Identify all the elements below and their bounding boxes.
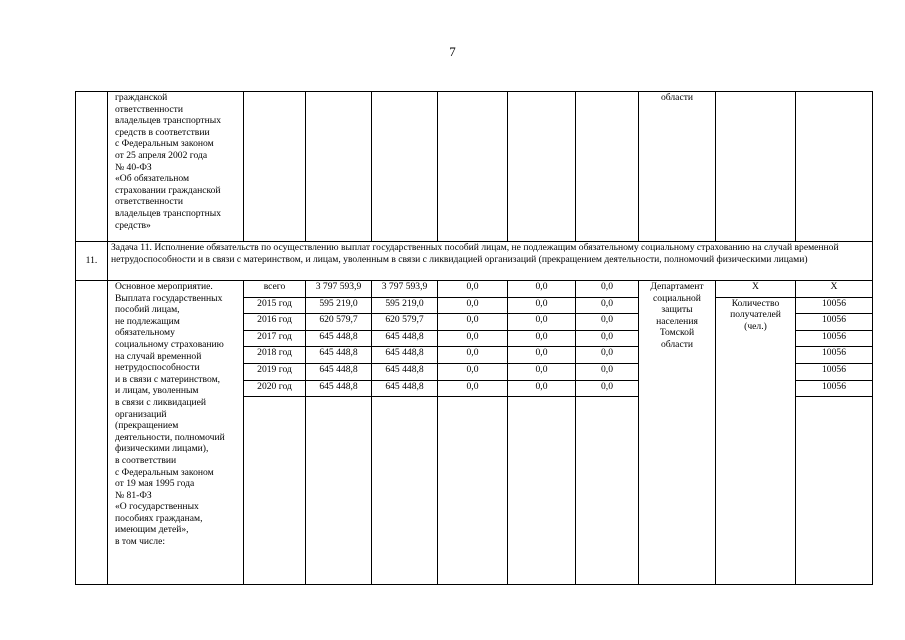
page-number: 7	[449, 44, 456, 59]
regional-cell: 645 448,8	[372, 347, 438, 364]
indicator-value: Х	[796, 281, 873, 298]
description-line: в соответствии	[115, 454, 177, 466]
description-line: пособий лицам,	[115, 304, 180, 316]
total-cell: 3 797 593,9	[306, 281, 372, 298]
indicator-value: 10056	[796, 363, 873, 380]
executor-line: Томской	[659, 327, 695, 339]
regional-cell: 620 579,7	[372, 314, 438, 331]
description-line: имеющим детей»,	[115, 524, 189, 536]
continuation-row	[76, 92, 873, 242]
fund-cell-1: 0,0	[438, 380, 508, 397]
description-line: социальному страхованию	[115, 338, 224, 350]
regional-cell: 595 219,0	[372, 297, 438, 314]
measure-description	[108, 281, 244, 585]
indicator-name	[716, 297, 796, 585]
description-line: «О государственных	[115, 501, 199, 513]
description-line: и лицам, уволенным	[115, 385, 199, 397]
description-line: деятельности, полномочий	[115, 431, 225, 443]
description-line: (прекращением	[115, 420, 179, 432]
description-line: ответственности	[115, 196, 183, 208]
fund-cell-3: 0,0	[576, 314, 639, 331]
executor-line: области	[660, 338, 694, 350]
year-cell: 2018 год	[244, 347, 306, 364]
fund-cell-2: 0,0	[508, 363, 576, 380]
total-cell: 645 448,8	[306, 363, 372, 380]
fund-cell-3: 0,0	[576, 330, 639, 347]
description-line: ответственности	[115, 103, 183, 115]
indicator-header: Х	[716, 281, 796, 298]
total-cell: 620 579,7	[306, 314, 372, 331]
fund-cell-1: 0,0	[438, 363, 508, 380]
fund-cell-2: 0,0	[508, 380, 576, 397]
description-line: с Федеральным законом	[115, 466, 214, 478]
indicator-value: 10056	[796, 380, 873, 397]
continuation-description	[108, 92, 244, 242]
regional-cell: 3 797 593,9	[372, 281, 438, 298]
year-cell: 2019 год	[244, 363, 306, 380]
year-cell: 2016 год	[244, 314, 306, 331]
description-line: в том числе:	[115, 536, 166, 548]
continuation-executor: области	[639, 92, 716, 242]
measure-executor	[639, 281, 716, 585]
fund-cell-2: 0,0	[508, 281, 576, 298]
program-table	[75, 91, 873, 585]
description-line: от 19 мая 1995 года	[115, 478, 195, 490]
description-line: от 25 апреля 2002 года	[115, 149, 208, 161]
indicator-value: 10056	[796, 314, 873, 331]
description-line: владельцев транспортных	[115, 115, 221, 127]
fund-cell-3: 0,0	[576, 363, 639, 380]
task-number: 11.	[76, 242, 108, 281]
description-line: средств в соответствии	[115, 126, 210, 138]
fund-cell-2: 0,0	[508, 297, 576, 314]
description-line: с Федеральным законом	[115, 138, 214, 150]
task-text: Задача 11. Исполнение обязательств по осуществлению выплат государственных пособий лицам, не подлежащим обязательному социальному страхованию на случай временной нетрудоспособности и в связи с материнством, и лицам, уволенным в связи с ликвидацией организаций (прекращением деятельности, полномочий физическими лицами)	[108, 242, 873, 281]
year-cell: 2017 год	[244, 330, 306, 347]
fund-cell-1: 0,0	[438, 297, 508, 314]
indicator-line: (чел.)	[744, 320, 767, 332]
description-line: и в связи с материнством,	[115, 373, 221, 385]
year-cell: 2020 год	[244, 380, 306, 397]
measure-number-cell	[76, 281, 108, 585]
executor-line: населения	[656, 315, 698, 327]
executor-line: защиты	[661, 304, 693, 316]
description-line: Выплата государственных	[115, 292, 223, 304]
task-row	[76, 242, 873, 281]
total-cell: 645 448,8	[306, 380, 372, 397]
fund-cell-2: 0,0	[508, 330, 576, 347]
row-number-cell	[76, 92, 108, 242]
description-line: физическими лицами),	[115, 443, 209, 455]
year-row	[76, 281, 873, 298]
description-line: средств»	[115, 219, 151, 231]
description-line: № 40-ФЗ	[115, 161, 152, 173]
description-line: на случай временной	[115, 350, 202, 362]
indicator-line: получателей	[730, 309, 781, 321]
description-line: гражданской	[115, 92, 168, 103]
total-cell: 645 448,8	[306, 330, 372, 347]
description-line: владельцев транспортных	[115, 207, 221, 219]
total-cell: 595 219,0	[306, 297, 372, 314]
fund-cell-2: 0,0	[508, 347, 576, 364]
regional-cell: 645 448,8	[372, 330, 438, 347]
fund-cell-1: 0,0	[438, 330, 508, 347]
description-line: «Об обязательном	[115, 173, 190, 185]
fund-cell-1: 0,0	[438, 314, 508, 331]
indicator-line: Количество	[731, 297, 780, 309]
regional-cell: 645 448,8	[372, 363, 438, 380]
fund-cell-3: 0,0	[576, 347, 639, 364]
fund-cell-3: 0,0	[576, 297, 639, 314]
measure-rows	[76, 281, 873, 585]
description-line: страховании гражданской	[115, 184, 221, 196]
executor-line: Департамент	[650, 281, 704, 292]
indicator-value: 10056	[796, 347, 873, 364]
description-line: № 81-ФЗ	[115, 489, 152, 501]
description-line: нетрудоспособности	[115, 362, 200, 374]
description-line: организаций	[115, 408, 167, 420]
description-line: в связи с ликвидацией	[115, 396, 207, 408]
indicator-value: 10056	[796, 330, 873, 347]
fund-cell-3: 0,0	[576, 281, 639, 298]
fund-cell-2: 0,0	[508, 314, 576, 331]
indicator-value: 10056	[796, 297, 873, 314]
executor-line: социальной	[653, 292, 701, 304]
description-line: не подлежащим	[115, 315, 180, 327]
year-cell: 2015 год	[244, 297, 306, 314]
year-cell: всего	[244, 281, 306, 298]
fund-cell-3: 0,0	[576, 380, 639, 397]
total-cell: 645 448,8	[306, 347, 372, 364]
description-line: Основное мероприятие.	[115, 281, 213, 292]
fund-cell-1: 0,0	[438, 281, 508, 298]
regional-cell: 645 448,8	[372, 380, 438, 397]
description-line: обязательному	[115, 327, 175, 339]
fund-cell-1: 0,0	[438, 347, 508, 364]
description-line: пособиях гражданам,	[115, 512, 203, 524]
